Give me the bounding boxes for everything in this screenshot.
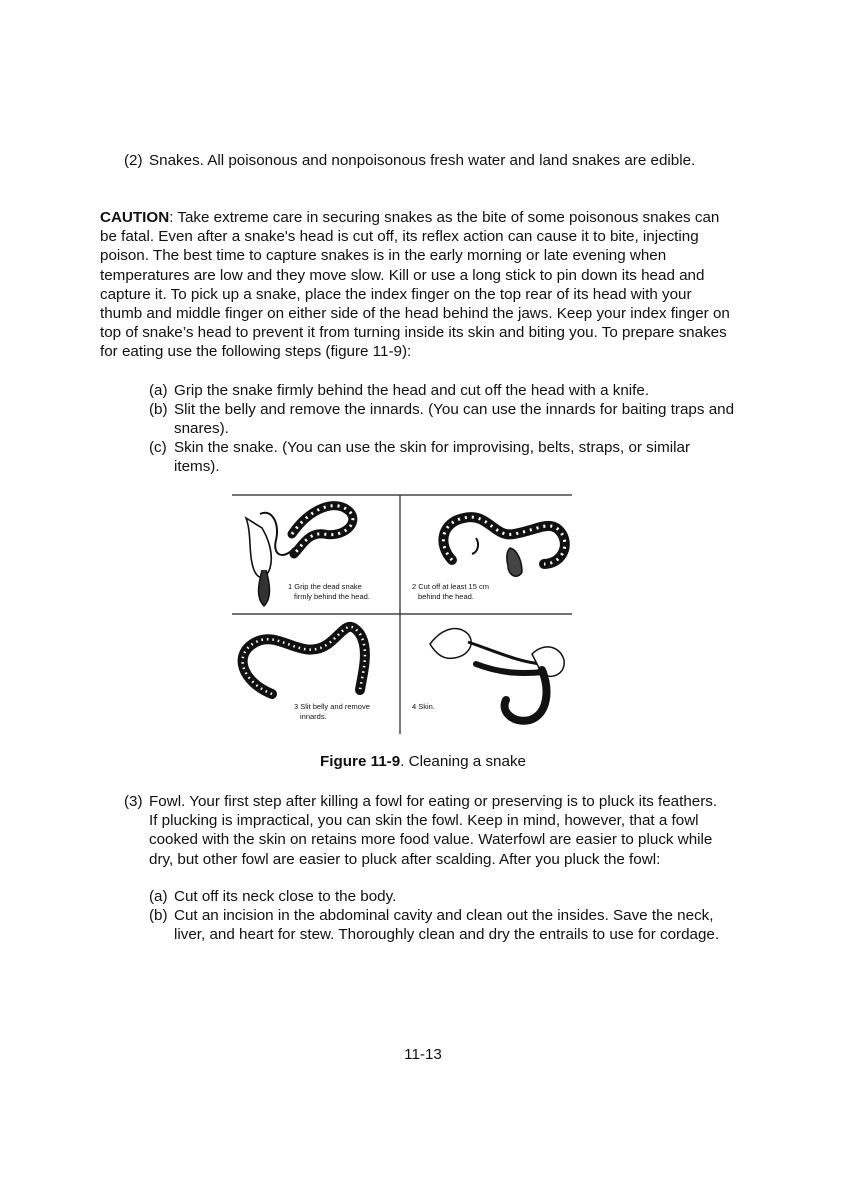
figure-caption-label: Figure 11-9 <box>320 753 401 770</box>
caution-paragraph <box>100 208 736 362</box>
snake-body-icon <box>243 627 365 694</box>
step-text: Slit the belly and remove the innards. (You can use the innards for baiting traps and snares). <box>174 401 735 438</box>
snake-step-c <box>149 438 739 476</box>
snakes-paragraph <box>124 151 724 170</box>
panel-1-caption-line2: firmly behind the head. <box>294 592 370 601</box>
panel-1-caption-line1: 1 Grip the dead snake <box>288 582 362 591</box>
snakes-text: Snakes. All poisonous and nonpoisonous fresh water and land snakes are edible. <box>149 152 696 169</box>
fowl-text: Fowl. Your first step after killing a fowl for eating or preserving is to pluck its feathers. If plucking is impractical, you can skin the fowl. Keep in mind, however, that a fowl cooked with the skin on retains more food value. Waterfowl are easier to pluck while dry, but other fowl are easier to pluck after scalding. After you pluck the fowl: <box>149 793 718 868</box>
snake-step-b <box>149 400 739 438</box>
snake-step-a <box>149 381 739 400</box>
step-label: (c) <box>149 439 167 456</box>
step-label: (a) <box>149 888 168 905</box>
page-number: 11-13 <box>404 1046 442 1063</box>
panel-4-illustration <box>412 629 564 721</box>
cleaning-snake-figure <box>232 494 572 734</box>
panel-2-caption-line2: behind the head. <box>418 592 474 601</box>
hand-icon <box>430 629 471 659</box>
fowl-step-a <box>149 887 739 906</box>
snake-body-icon <box>443 517 564 564</box>
figure-caption <box>0 753 846 770</box>
step-label: (b) <box>149 907 168 924</box>
caution-label: CAUTION <box>100 209 170 226</box>
panel-2-illustration <box>412 517 565 601</box>
step-label: (a) <box>149 382 168 399</box>
panel-4-caption-line1: 4 Skin. <box>412 702 435 711</box>
snake-skin-icon <box>505 670 547 721</box>
panel-3-caption-line1: 3 Slit belly and remove <box>294 702 370 711</box>
step-text: Cut an incision in the abdominal cavity and clean out the insides. Save the neck, liver, and heart for stew. Thoroughly clean and dry the entrails to use for cordage. <box>174 907 720 944</box>
panel-2-caption-line1: 2 Cut off at least 15 cm <box>412 582 489 591</box>
snake-head-icon <box>507 548 522 576</box>
step-label: (b) <box>149 401 168 418</box>
fowl-paragraph <box>124 792 724 869</box>
panel-3-caption-line2: innards. <box>300 712 327 721</box>
step-text: Grip the snake firmly behind the head and cut off the head with a knife. <box>174 382 650 399</box>
fowl-label: (3) <box>124 793 143 810</box>
snake-head-icon <box>259 570 270 606</box>
hand-icon <box>246 518 271 577</box>
panel-3-illustration <box>243 627 370 721</box>
step-text: Cut off its neck close to the body. <box>174 888 397 905</box>
snakes-label: (2) <box>124 152 143 169</box>
step-text: Skin the snake. (You can use the skin for improvising, belts, straps, or similar items). <box>174 439 691 476</box>
figure-caption-text: . Cleaning a snake <box>400 753 526 770</box>
fowl-step-b <box>149 906 739 944</box>
panel-1-illustration <box>246 506 370 606</box>
caution-text: : Take extreme care in securing snakes as the bite of some poisonous snakes can be fatal. Even after a snake's head is cut off, its reflex action can cause it to bite, injecting poison. The best time to capture snakes is in the early morning or late evening when temperatures are low and they move slow. Kill or use a long stick to pin down its head and capture it. To pick up a snake, place the index finger on the top rear of its head with your thumb and middle finger on either side of the head behind the jaws. Keep your index finger on top of snake’s head to prevent it from turning inside its skin and biting you. To prepare snakes for eating use the following steps (figure 11-9): <box>100 209 730 361</box>
